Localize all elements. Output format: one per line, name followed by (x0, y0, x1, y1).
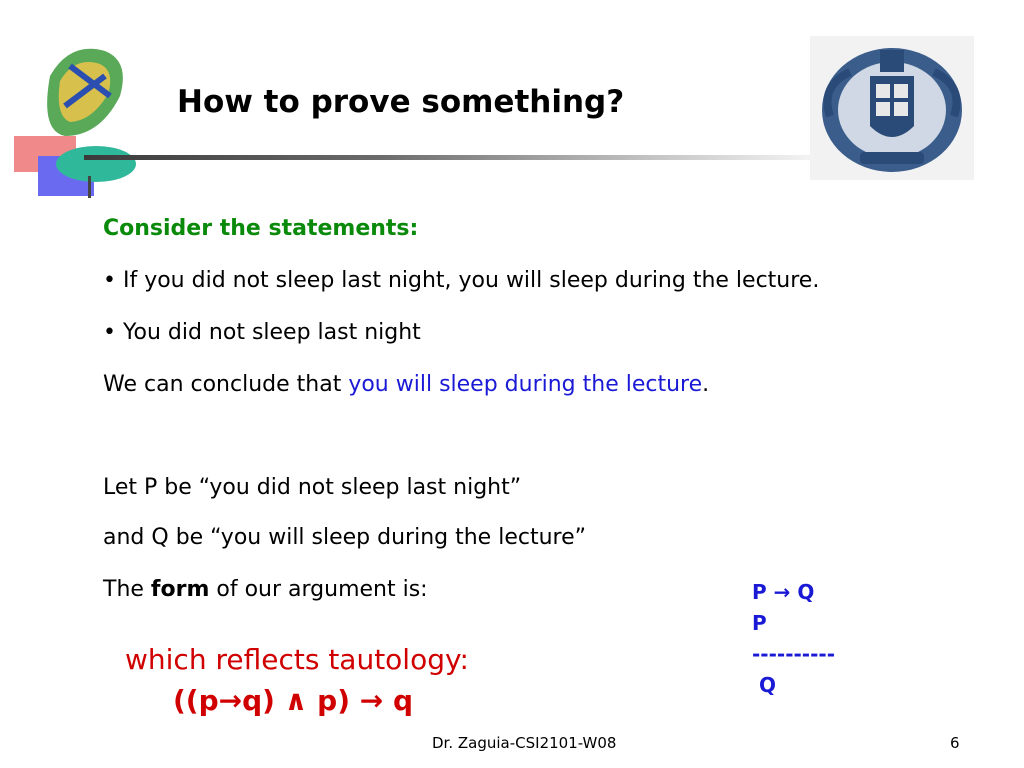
conclusion-highlight: you will sleep during the lecture (348, 372, 703, 397)
and-q-line: and Q be “you will sleep during the lecture” (103, 525, 587, 550)
statement-bullet-1: • If you did not sleep last night, you will sleep during the lecture. (103, 268, 820, 293)
argument-line-3: ---------- (752, 642, 836, 666)
statements-heading: Consider the statements: (103, 216, 419, 241)
decorative-logo-icon (10, 36, 150, 206)
statement-bullet-2: • You did not sleep last night (103, 320, 421, 345)
tautology-formula: ((p→q) ∧ p) → q (173, 684, 414, 717)
title-divider (84, 155, 814, 160)
conclusion-prefix: We can conclude that (103, 372, 349, 397)
conclusion-suffix: . (702, 372, 710, 397)
form-line (103, 577, 428, 602)
university-crest-icon (810, 36, 974, 180)
argument-form (752, 577, 835, 701)
argument-line-2: P (752, 611, 767, 635)
slide-title: How to prove something? (177, 84, 625, 120)
slide-footer: Dr. Zaguia-CSI2101-W08 (432, 734, 617, 752)
argument-line-1: P → Q (752, 580, 815, 604)
let-p-line: Let P be “you did not sleep last night” (103, 475, 522, 500)
form-prefix: The (103, 577, 151, 602)
argument-line-4: Q (752, 673, 776, 697)
form-word: form (150, 577, 210, 602)
tautology-label: which reflects tautology: (125, 643, 469, 676)
conclusion-line (103, 372, 709, 397)
form-suffix: of our argument is: (209, 577, 428, 602)
page-number: 6 (950, 734, 960, 752)
